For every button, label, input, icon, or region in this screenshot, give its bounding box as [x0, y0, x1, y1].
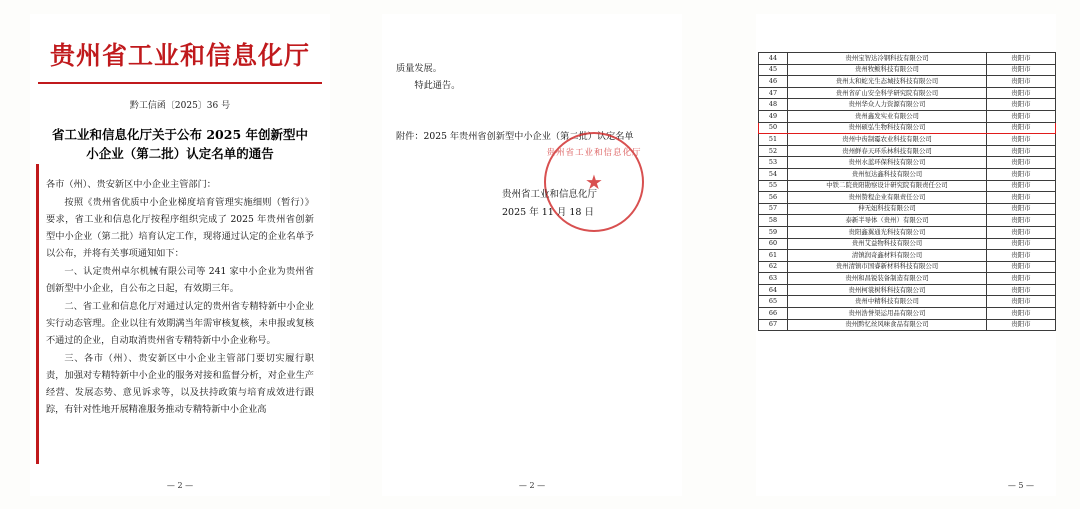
cell-index: 45	[759, 64, 788, 76]
table-row	[759, 99, 1056, 111]
cell-city: 贵阳市	[987, 308, 1056, 320]
cell-company-name: 伸无妞科技有限公司	[788, 203, 987, 215]
cell-city: 贵阳市	[987, 273, 1056, 285]
body-paragraph: 一、认定贵州卓尔机械有限公司等 241 家中小企业为贵州省创新型中小企业，自公布之日起，有效期三年。	[46, 265, 314, 294]
cell-city: 贵阳市	[987, 319, 1056, 331]
cell-index: 48	[759, 99, 788, 111]
cell-city: 贵阳市	[987, 122, 1056, 134]
table-row	[759, 226, 1056, 238]
table-row	[759, 250, 1056, 262]
cell-city: 贵阳市	[987, 110, 1056, 122]
document-number: 黔工信函〔2025〕36 号	[129, 101, 231, 111]
table-row	[759, 203, 1056, 215]
closing-page	[382, 14, 682, 496]
cell-index: 56	[759, 192, 788, 204]
sign-date: 2025 年 11 月 18 日	[502, 207, 594, 219]
cell-index: 46	[759, 76, 788, 88]
cell-company-name: 贵州柯裳树科科技有限公司	[788, 284, 987, 296]
cell-city: 贵阳市	[987, 192, 1056, 204]
cell-index: 47	[759, 87, 788, 99]
body-paragraph: 按照《贵州省优质中小企业梯度培育管理实施细则（暂行）》要求，省工业和信息化厅按程序组织完成了 2025 年贵州省创新型中小企业（第二批）培育认定工作，现将通过认定的企业名单予以公布，并将有关事项通知如下：	[46, 196, 314, 259]
cell-company-name: 泰新半导体（贵州）有限公司	[788, 215, 987, 227]
cell-company-name: 贵州中齿制霉农业科技有限公司	[788, 134, 987, 146]
cell-company-name: 贵州宝智达冷钢科技有限公司	[788, 53, 987, 65]
cell-company-name: 贵阳鑫翼通光科技有限公司	[788, 226, 987, 238]
cell-company-name: 贵州硕弘生物科技有限公司	[788, 122, 987, 134]
table-row	[759, 192, 1056, 204]
cell-city: 贵阳市	[987, 238, 1056, 250]
cell-index: 66	[759, 308, 788, 320]
cell-city: 贵阳市	[987, 99, 1056, 111]
closing-line: 质量发展。	[396, 63, 442, 74]
cell-city: 贵阳市	[987, 157, 1056, 169]
table-row	[759, 53, 1056, 65]
body-paragraph: 各市（州）、贵安新区中小企业主管部门：	[46, 178, 216, 190]
cell-index: 58	[759, 215, 788, 227]
table-row	[759, 238, 1056, 250]
table-row	[759, 134, 1056, 146]
cell-city: 贵阳市	[987, 145, 1056, 157]
cell-index: 65	[759, 296, 788, 308]
decorative-red-bar	[36, 164, 39, 464]
cell-company-name: 贵州水蓝环保科技有限公司	[788, 157, 987, 169]
page-number: — 5 —	[1007, 481, 1034, 490]
table-row	[759, 319, 1056, 331]
table-row	[759, 110, 1056, 122]
cell-company-name: 贵州省矿山安全科学研究院有限公司	[788, 87, 987, 99]
body-paragraph: 三、各市（州）、贵安新区中小企业主管部门要切实履行职责，加强对专精特新中小企业的服务对接和监督分析，对企业生产经营、发展态势、意见诉求等，以及扶持政策与培育成效进行跟踪，有针对性地开展精准服务推动专精特新中小企业高	[46, 352, 314, 415]
cell-city: 贵阳市	[987, 203, 1056, 215]
cell-company-name: 贵州和昌锐装备制造有限公司	[788, 273, 987, 285]
cell-index: 64	[759, 284, 788, 296]
page-title: 省工业和信息化厅关于公布 2025 年创新型中小企业（第二批）认定名单的通告	[52, 127, 308, 162]
cell-index: 60	[759, 238, 788, 250]
cell-city: 贵阳市	[987, 134, 1056, 146]
table-row	[759, 296, 1056, 308]
cell-index: 51	[759, 134, 788, 146]
cell-index: 61	[759, 250, 788, 262]
cell-company-name: 贵州鑫发实业有限公司	[788, 110, 987, 122]
cell-city: 贵阳市	[987, 168, 1056, 180]
cell-company-name: 贵州清镇市国睿新材料科技有限公司	[788, 261, 987, 273]
table-row	[759, 145, 1056, 157]
seal-star-icon: ★	[585, 170, 603, 194]
cell-city: 贵阳市	[987, 250, 1056, 262]
cell-city: 贵阳市	[987, 64, 1056, 76]
cell-index: 67	[759, 319, 788, 331]
table-row	[759, 64, 1056, 76]
cell-company-name: 中铁二院贵阳勘察设计研究院有限责任公司	[788, 180, 987, 192]
cell-company-name: 贵州太和蛇光生态城技科技有限公司	[788, 76, 987, 88]
letterhead-title: 贵州省工业和信息化厅	[49, 41, 310, 70]
attachment-line: 附件：2025 年贵州省创新型中小企业（第二批）认定名单	[396, 130, 634, 142]
table-row	[759, 261, 1056, 273]
company-table	[758, 52, 1056, 331]
cell-index: 44	[759, 53, 788, 65]
cell-company-name: 贵州浩誉渠运用品有限公司	[788, 308, 987, 320]
cell-index: 49	[759, 110, 788, 122]
notice-body	[46, 176, 314, 418]
cell-city: 贵阳市	[987, 76, 1056, 88]
cell-city: 贵阳市	[987, 215, 1056, 227]
cell-company-name: 贵州鲜春天环乐林科技有限公司	[788, 145, 987, 157]
cell-index: 62	[759, 261, 788, 273]
letterhead-rule	[38, 82, 322, 84]
cell-index: 52	[759, 145, 788, 157]
table-row	[759, 180, 1056, 192]
company-list-page	[756, 14, 1056, 496]
signer-name: 贵州省工业和信息化厅	[502, 189, 598, 200]
table-row	[759, 122, 1056, 134]
table-row	[759, 308, 1056, 320]
cell-city: 贵阳市	[987, 180, 1056, 192]
cell-company-name: 贵州黔忆丝风味食品有限公司	[788, 319, 987, 331]
cell-index: 55	[759, 180, 788, 192]
seal-text: 贵州省工业和信息化厅	[546, 148, 642, 158]
cell-index: 50	[759, 122, 788, 134]
cell-index: 57	[759, 203, 788, 215]
table-row	[759, 157, 1056, 169]
cell-company-name: 清镇润奇鑫材料有限公司	[788, 250, 987, 262]
cell-index: 63	[759, 273, 788, 285]
body-paragraph: 二、省工业和信息化厅对通过认定的贵州省专精特新中小企业实行动态管理。企业以往有效期满当年需审核复核，未申报或复核不通过的企业，自动取消贵州省专精特新中小企业称号。	[46, 300, 314, 346]
cell-company-name: 贵州恒达鑫科技有限公司	[788, 168, 987, 180]
cell-company-name: 贵州中精科技有限公司	[788, 296, 987, 308]
table-row	[759, 284, 1056, 296]
table-row	[759, 87, 1056, 99]
cell-company-name: 贵州牧鲅科技有限公司	[788, 64, 987, 76]
cell-city: 贵阳市	[987, 261, 1056, 273]
cell-city: 贵阳市	[987, 284, 1056, 296]
table-row	[759, 215, 1056, 227]
signature-block	[502, 186, 682, 222]
cell-company-name: 贵州赞程企业有限责任公司	[788, 192, 987, 204]
cell-index: 59	[759, 226, 788, 238]
page-number: — 2 —	[166, 481, 194, 490]
cell-city: 贵阳市	[987, 87, 1056, 99]
page-number: — 2 —	[518, 481, 546, 490]
cell-index: 53	[759, 157, 788, 169]
cell-index: 54	[759, 168, 788, 180]
cell-company-name: 贵州华众人力资源有限公司	[788, 99, 987, 111]
cell-city: 贵阳市	[987, 296, 1056, 308]
cell-city: 贵阳市	[987, 53, 1056, 65]
closing-line: 特此通告。	[414, 80, 461, 92]
notice-page	[30, 14, 330, 496]
table-row	[759, 76, 1056, 88]
cell-company-name: 贵州艾益物科技有限公司	[788, 238, 987, 250]
table-row	[759, 273, 1056, 285]
table-row	[759, 168, 1056, 180]
cell-city: 贵阳市	[987, 226, 1056, 238]
